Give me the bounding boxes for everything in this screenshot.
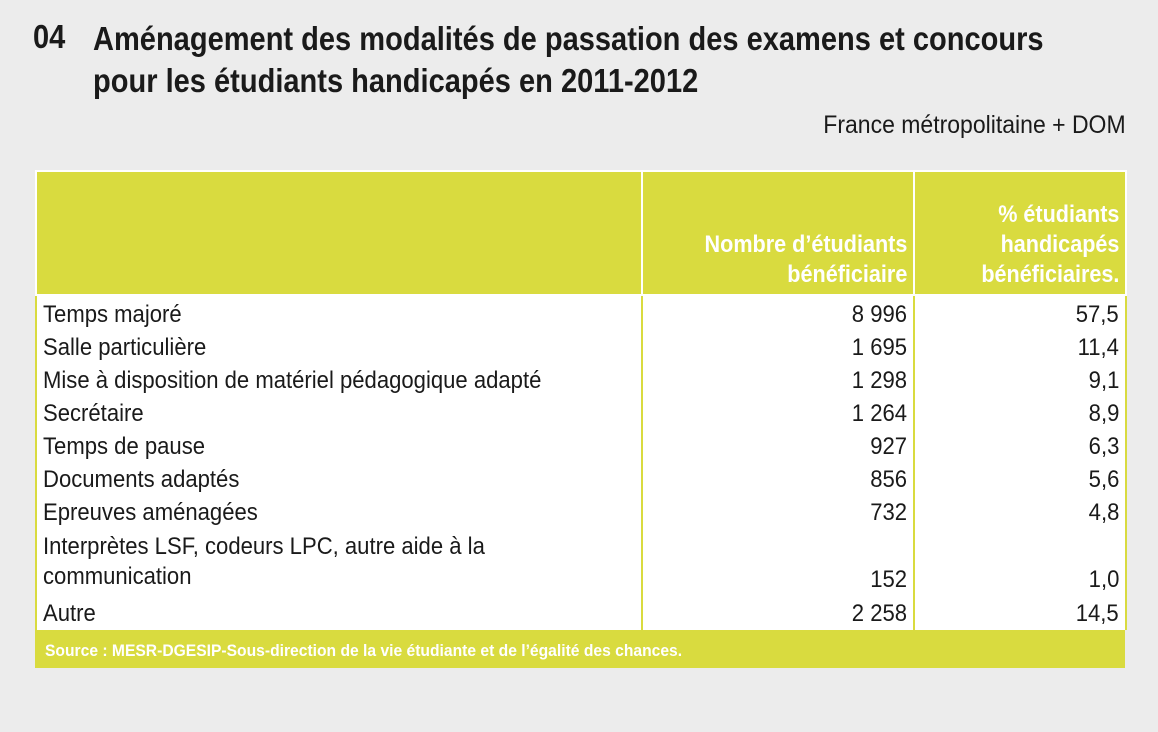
row-percent: 9,1 (914, 364, 1126, 397)
row-label: Mise à disposition de matériel pédagogique adapté (36, 364, 642, 397)
table-row (36, 295, 1126, 331)
title-line-1: Aménagement des modalités de passation des examens et concours (93, 20, 1044, 57)
row-percent: 14,5 (914, 597, 1126, 630)
row-percent: 5,6 (914, 463, 1126, 496)
table-row (36, 597, 1126, 630)
row-label: Temps de pause (36, 430, 642, 463)
row-label: Salle particulière (36, 331, 642, 364)
row-label-line-2: communication (43, 563, 192, 590)
row-count: 1 264 (642, 397, 914, 430)
data-table-container (35, 170, 1125, 668)
header-percent-column (914, 171, 1126, 295)
table-row (36, 364, 1126, 397)
geographic-scope: France métropolitaine + DOM (823, 111, 1126, 139)
table-row (36, 430, 1126, 463)
header-count-line-2: bénéficiaire (786, 261, 907, 288)
title-line-2: pour les étudiants handicapés en 2011-2012 (93, 62, 699, 99)
header-label-column (36, 171, 642, 295)
row-count: 732 (642, 496, 914, 529)
row-label: Documents adaptés (36, 463, 642, 496)
row-count: 856 (642, 463, 914, 496)
row-count: 8 996 (642, 295, 914, 331)
table-row (36, 397, 1126, 430)
row-label: Temps majoré (36, 295, 642, 331)
header-percent-line-2: handicapés (1000, 231, 1119, 258)
row-count: 1 695 (642, 331, 914, 364)
header-count-line-1: Nombre d’étudiants (704, 231, 907, 258)
data-table (35, 170, 1127, 630)
row-count: 927 (642, 430, 914, 463)
table-row (36, 331, 1126, 364)
row-label: Autre (36, 597, 642, 630)
row-label-line-1: Interprètes LSF, codeurs LPC, autre aide à la (43, 533, 485, 560)
figure-number: 04 (33, 18, 66, 55)
row-percent: 57,5 (914, 295, 1126, 331)
row-label (36, 529, 642, 597)
row-label: Epreuves aménagées (36, 496, 642, 529)
table-header-row (36, 171, 1126, 295)
row-percent: 11,4 (914, 331, 1126, 364)
header-percent-line-3: bénéficiaires. (980, 261, 1119, 288)
source-note: Source : MESR-DGESIP-Sous-direction de la vie étudiante et de l’égalité des chances. (35, 630, 1125, 668)
header-percent-line-1: % étudiants (997, 201, 1119, 228)
row-percent: 6,3 (914, 430, 1126, 463)
figure-title-text (93, 18, 1131, 102)
header-count-column (642, 171, 914, 295)
row-count: 152 (642, 529, 914, 597)
row-percent: 8,9 (914, 397, 1126, 430)
row-percent: 4,8 (914, 496, 1126, 529)
row-percent: 1,0 (914, 529, 1126, 597)
table-row (36, 463, 1126, 496)
table-row (36, 496, 1126, 529)
table-row (36, 529, 1126, 597)
row-count: 2 258 (642, 597, 914, 630)
row-count: 1 298 (642, 364, 914, 397)
row-label: Secrétaire (36, 397, 642, 430)
